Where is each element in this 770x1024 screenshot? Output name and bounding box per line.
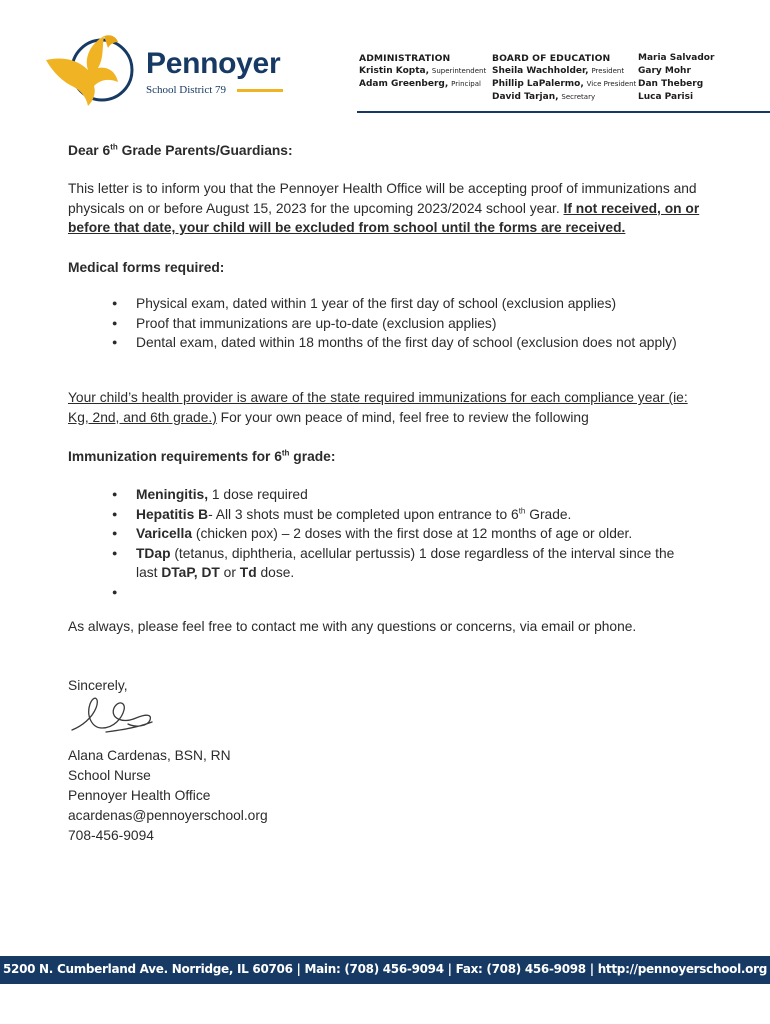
- nurse-email: acardenas@pennoyerschool.org: [68, 808, 268, 823]
- logo-subtitle: School District 79: [146, 84, 227, 96]
- nurse-phone: 708-456-9094: [68, 828, 154, 843]
- board-block: [492, 52, 642, 104]
- list-item: ● Hepatitis B- All 3 shots must be completed upon entrance to 6th Grade.: [110, 505, 690, 525]
- logo-name: Pennoyer: [146, 47, 281, 80]
- provider-note: Your child’s health provider is aware of the state required immunizations for each compliance year (ie: Kg, 2nd, and 6th grade.) For your own peace of mind, feel free to review the following: [68, 390, 688, 425]
- list-item: ● Physical exam, dated within 1 year of the first day of school (exclusion applies): [110, 294, 690, 314]
- list-item: ● TDap (tetanus, diphtheria, acellular pertussis) 1 dose regardless of the interval since the last DTaP, DT or Td dose.: [110, 544, 690, 583]
- list-item: ● Proof that immunizations are up-to-date (exclusion applies): [110, 314, 690, 334]
- board-members-block: [638, 52, 748, 104]
- header-divider: [357, 111, 770, 113]
- board-heading: BOARD OF EDUCATION: [492, 53, 611, 64]
- sign-off: Sincerely,: [68, 678, 128, 693]
- board-member: Dan Theberg: [638, 79, 704, 89]
- nurse-title: School Nurse: [68, 768, 151, 783]
- board-person: Sheila Wachholder, President: [492, 66, 625, 76]
- list-item: ● Meningitis, 1 dose required: [110, 485, 690, 505]
- board-person: David Tarjan, Secretary: [492, 92, 596, 102]
- salutation: Dear 6th Grade Parents/Guardians:: [68, 142, 293, 158]
- immunization-list: [110, 485, 690, 602]
- eagle-logo-icon: [44, 30, 136, 110]
- logo-accent-bar: [237, 89, 283, 92]
- list-item: ● Dental exam, dated within 18 months of the first day of school (exclusion does not apply): [110, 333, 690, 353]
- administration-heading: ADMINISTRATION: [359, 53, 451, 64]
- closing-line: As always, please feel free to contact me with any questions or concerns, via email or phone.: [68, 619, 637, 634]
- intro-paragraph: This letter is to inform you that the Pennoyer Health Office will be accepting proof of immunizations and physicals on or before August 15, 2023 for the upcoming 2023/2024 school year. If not received, on or before that date, your child will be excluded from school until the forms are received.: [68, 181, 700, 235]
- admin-person: Kristin Kopta, Superintendent: [359, 66, 487, 76]
- empty-list-item: [110, 583, 690, 603]
- medical-forms-list: [110, 294, 690, 353]
- nurse-name: Alana Cardenas, BSN, RN: [68, 748, 231, 763]
- list-item: ● Varicella (chicken pox) – 2 doses with the first dose at 12 months of age or older.: [110, 524, 690, 544]
- board-member: Gary Mohr: [638, 66, 691, 76]
- immunization-heading: Immunization requirements for 6th grade:: [68, 448, 336, 464]
- board-person: Phillip LaPalermo, Vice President: [492, 79, 637, 89]
- admin-person: Adam Greenberg, Principal: [359, 79, 481, 89]
- board-member: Luca Parisi: [638, 92, 694, 102]
- footer-contact-line: 5200 N. Cumberland Ave. Norridge, IL 60706 | Main: (708) 456-9094 | Fax: (708) 456-9098 | http://pennoyerschool.org: [2, 962, 768, 976]
- handwritten-signature: [66, 688, 158, 742]
- office-name: Pennoyer Health Office: [68, 788, 211, 803]
- board-member: Maria Salvador: [638, 53, 715, 63]
- medical-forms-heading: Medical forms required:: [68, 260, 225, 275]
- exclusion-warning: If not received, on or before that date, your child will be excluded from school until the forms are received.: [68, 200, 700, 235]
- administration-block: [359, 52, 499, 91]
